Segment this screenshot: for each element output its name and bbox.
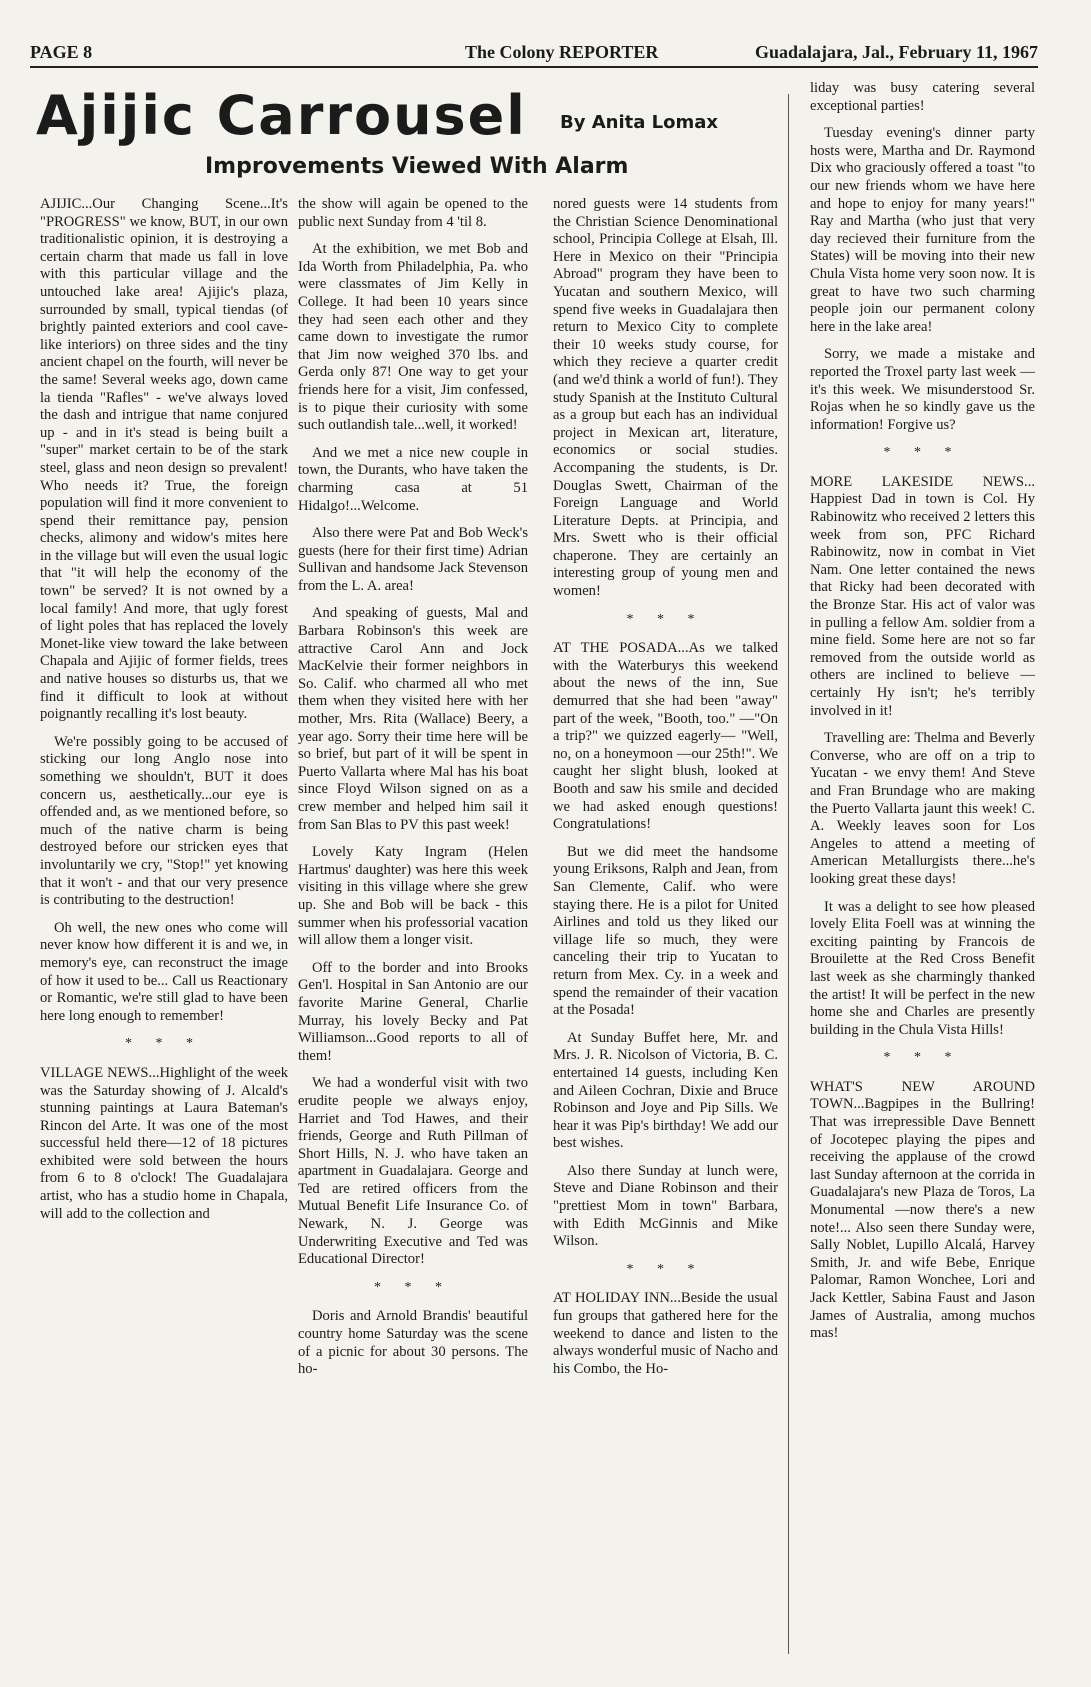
paragraph: Off to the border and into Brooks Gen'l. Hospital in San Antonio are our favorite Marine General, Charlie Murray, his lovely Becky and Pat Williamson...Good reports to all of them! <box>298 959 528 1064</box>
paragraph: Oh well, the new ones who come will never know how different it is and we, in memory's eye, can reconstruct the image of how it used to be... Call us Reactionary or Romantic, we're still glad to have been here long enough to remember! <box>40 919 288 1024</box>
paragraph: Lovely Katy Ingram (Helen Hartmus' daughter) was here this week visiting in this village where she grew up. She and Bob will be back - this summer when his professorial vacation will allow them a longer visit. <box>298 844 528 949</box>
column-divider <box>788 94 789 1654</box>
paragraph: Doris and Arnold Brandis' beautiful country home Saturday was the scene of a picnic for about 30 persons. The ho- <box>298 1308 528 1378</box>
paragraph: At Sunday Buffet here, Mr. and Mrs. J. R. Nicolson of Victoria, B. C. entertained 14 guests, including Ken and Aileen Cochran, Dixie and Bruce Robinson and Joye and Pip Sills. We hear it was Pip's birthday! We add our best wishes. <box>553 1029 778 1152</box>
paragraph: We had a wonderful visit with two erudite people we always enjoy, Harriet and Tod Hawes, and their friends, George and Ruth Pillman of Short Hills, N. J. who have taken an apartment in Guadalajara. George and Ted are retired officers from the Mutual Benefit Life Insurance Co. of Newark, N. J. George was Underwriting Executive and Ted was Educational Director! <box>298 1075 528 1268</box>
paragraph: WHAT'S NEW AROUND TOWN...Bagpipes in the Bullring! That was irrepressible Dave Bennett of Jocotepec playing the pipes and receiving the applause of the crowd last Sunday afternoon at the corrida in Guadalajara's new Plaza de Toros, La Monumental —now there's a new note!... Also seen there Sunday were, Sally Noblet, Lupillo Alcalá, Harvey Smith, Jr. and wife Bebe, Enrique Palomar, Ramon Wonchee, Lori and Jack Kettler, Sabina Faust and Jason James of Australia, among muchos mas! <box>810 1078 1035 1342</box>
paragraph: It was a delight to see how pleased lovely Elita Foell was at winning the exciting painting by Francois de Brouilette at the Red Cross Benefit last week as she charmingly thanked the artist! It will be perfect in the new home she and Charles are presently building in the Chula Vista Hills! <box>810 898 1035 1038</box>
paragraph: the show will again be opened to the public next Sunday from 4 'til 8. <box>298 196 528 230</box>
section-separator: * * * <box>374 1279 452 1295</box>
section-separator: * * * <box>883 1050 962 1066</box>
paragraph: liday was busy catering several exceptional parties! <box>810 80 1035 114</box>
subheadline: Improvements Viewed With Alarm <box>205 154 629 179</box>
paragraph: At the exhibition, we met Bob and Ida Worth from Philadelphia, Pa. who were classmates of Jim Kelly in College. It had been 10 years since they had seen each other and they came down to investigate the rumor that Jim now weighed 370 lbs. and Gerda only 87! One way to get your friends here for a visit, Jim confessed, is to pique their curiosity with some such outlandish tale...well, it worked! <box>298 241 528 434</box>
paragraph: AT THE POSADA...As we talked with the Waterburys this weekend about the news of the inn, Sue demurred that she had been "away" part of the week, "Booth, too." —"On a trip?" we quizzed eagerly— "Well, no, on a honeymoon —our 25th!". We caught her slight blush, looked at Booth and saw his smile and decided we had asked enough questions! Congratulations! <box>553 640 778 833</box>
dateline: Guadalajara, Jal., February 11, 1967 <box>755 42 1038 62</box>
masthead-rule <box>30 66 1038 68</box>
paragraph: And we met a nice new couple in town, the Durants, who have taken the charming casa at 51 Hidalgo!...Welcome. <box>298 444 528 514</box>
paragraph: We're possibly going to be accused of sticking our long Anglo nose into something we shouldn't, BUT it does concern us, aesthetically...our eye is offended and, as we mentioned before, so much of the native charm is being destroyed before our stricken eyes that involuntarily we cry, "Stop!" yet knowing that it won't - and that our very presence is contributing to the destruction! <box>40 733 288 909</box>
section-separator: * * * <box>626 1261 705 1277</box>
paragraph: Also there were Pat and Bob Weck's guests (here for their first time) Adrian Sullivan and handsome Jack Stevenson from the L. A. area! <box>298 525 528 594</box>
masthead <box>30 40 1038 66</box>
paragraph: Travelling are: Thelma and Beverly Converse, who are off on a trip to Yucatan - we envy them! And Steve and Fran Brundage who are making the Puerto Vallarta jaunt this week! C. A. Weekly leaves soon for Los Angeles to attend a meeting of American Metallurgists there...he's looking great these days! <box>810 730 1035 887</box>
paragraph: Tuesday evening's dinner party hosts were, Martha and Dr. Raymond Dix who graciously offered a toast "to our new friends whom we have here and hope to enjoy for many years!" Ray and Martha (who just that very day recieved their furniture from the States) will be moving into their new Chula Vista home very soon now. It is great to have two such charming people join our permanent colony here in the lake area! <box>810 125 1035 335</box>
section-separator: * * * <box>626 611 705 627</box>
paragraph: Sorry, we made a mistake and reported the Troxel party last week — it's this week. We misunderstood Sr. Rojas when he so kindly gave us the information! Forgive us? <box>810 346 1035 433</box>
section-separator: * * * <box>125 1036 203 1052</box>
paper-name: The Colony REPORTER <box>465 42 659 62</box>
headline: Ajijic Carrousel <box>36 84 527 147</box>
paragraph: But we did meet the handsome young Eriksons, Ralph and Jean, from San Clemente, Calif. who were staying there. He is a pilot for United Airlines and told us they liked our village life so much, they were canceling their trip to Yucatan to return from Mex. Cy. in a week and spend the remainder of their vacation at the Posada! <box>553 843 778 1019</box>
paragraph: MORE LAKESIDE NEWS... Happiest Dad in town is Col. Hy Rabinowitz who received 2 letters this week from son, PFC Richard Rabinowitz, now in combat in Viet Nam. One letter contained the news that Ricky had been decorated with the Bronze Star. His act of valor was in pulling a fellow Am. soldier from a mine field. Some here are not so far removed from the outside world as others are inclined to believe —certainly Hy isn't; he's terribly involved in it! <box>810 473 1035 719</box>
paragraph: AT HOLIDAY INN...Beside the usual fun groups that gathered here for the weekend to dance and listen to the always wonderful music of Nacho and his Combo, the Ho- <box>553 1290 778 1377</box>
paragraph: Also there Sunday at lunch were, Steve and Diane Robinson and their "prettiest Mom in town" Barbara, with Edith McGinnis and Mike Wilson. <box>553 1162 778 1250</box>
paragraph: nored guests were 14 students from the Christian Science Denominational school, Principia College at Elsah, Ill. Here in Mexico on their "Principia Abroad" program they have been to Yucatan and southern Mexico, will spend five weeks in Guadalajara then return to Mexico City to complete their 10 weeks study course, for which they recieve a quarter credit (and we'd think a world of fun!). They study Spanish at the Instituto Cultural as a group but each has an individual project in Mexican art, literature, economics or social studies. Accompaning the students, is Dr. Douglas Swett, Chairman of the Foreign Language and World Literature Depts. at Principia, and Mrs. Swett who is their official chaperone. They are certainly an interesting group of young men and women! <box>553 196 778 600</box>
column-3 <box>553 196 778 1388</box>
paragraph: And speaking of guests, Mal and Barbara Robinson's this week are attractive Carol Ann and Jock MacKelvie their former neighbors in So. Calif. who charmed all who met them when they visited here with her mother, Mrs. Rita (Wallace) Beery, a year ago. Sorry their time here will be so brief, but part of it will be spent in Puerto Vallarta where Mal has his boat since Floyd Wilson signed on as a crew member and helped him sail it from San Blas to PV this past week! <box>298 605 528 833</box>
byline: By Anita Lomax <box>560 112 719 133</box>
paragraph: AJIJIC...Our Changing Scene...It's "PROGRESS" we know, BUT, in our own traditionalistic opinion, it is destroying a certain charm that made us fall in love with this particular village and the untouched lake area! Ajijic's plaza, surrounded by small, typical tiendas (of brightly painted exteriors and cool cave-like interiors) on three sides and the tiny ancient chapel on the fourth, will never be the same! Several weeks ago, down came la tienda "Rafles" - we've always loved the dash and intrigue that name conjured up - and in it's stead is being built a "super" market certain to be of the stark steel, glass and neon design so prevalent! Who needs it? True, the foreign population will find it more convenient to spend their remittance pay, pension checks, alimony and widow's mites here in the village but will even the usual logic that "it will help the economy of the town" be served? It is not owned by a local family! And more, that ugly forest of light poles that has replaced the lovely Monet-like view toward the lake between Chapala and Ajijic of former fields, trees and native houses so disturbs us, that we find it difficult to look at without poignantly recalling it's lost beauty. <box>40 196 288 723</box>
column-1 <box>40 196 288 1233</box>
column-4 <box>810 80 1035 1353</box>
column-2 <box>298 196 528 1389</box>
paragraph: VILLAGE NEWS...Highlight of the week was the Saturday showing of J. Alcald's stunning paintings at Laura Bateman's Rincon del Arte. It was one of the most successful held there—12 of 18 pictures exhibited were sold between the hours from 6 to 8 o'clock! The Guadalajara artist, who has a studio home in Chapala, will add to the collection and <box>40 1064 288 1222</box>
section-separator: * * * <box>883 445 962 461</box>
page-number: PAGE 8 <box>30 42 93 62</box>
